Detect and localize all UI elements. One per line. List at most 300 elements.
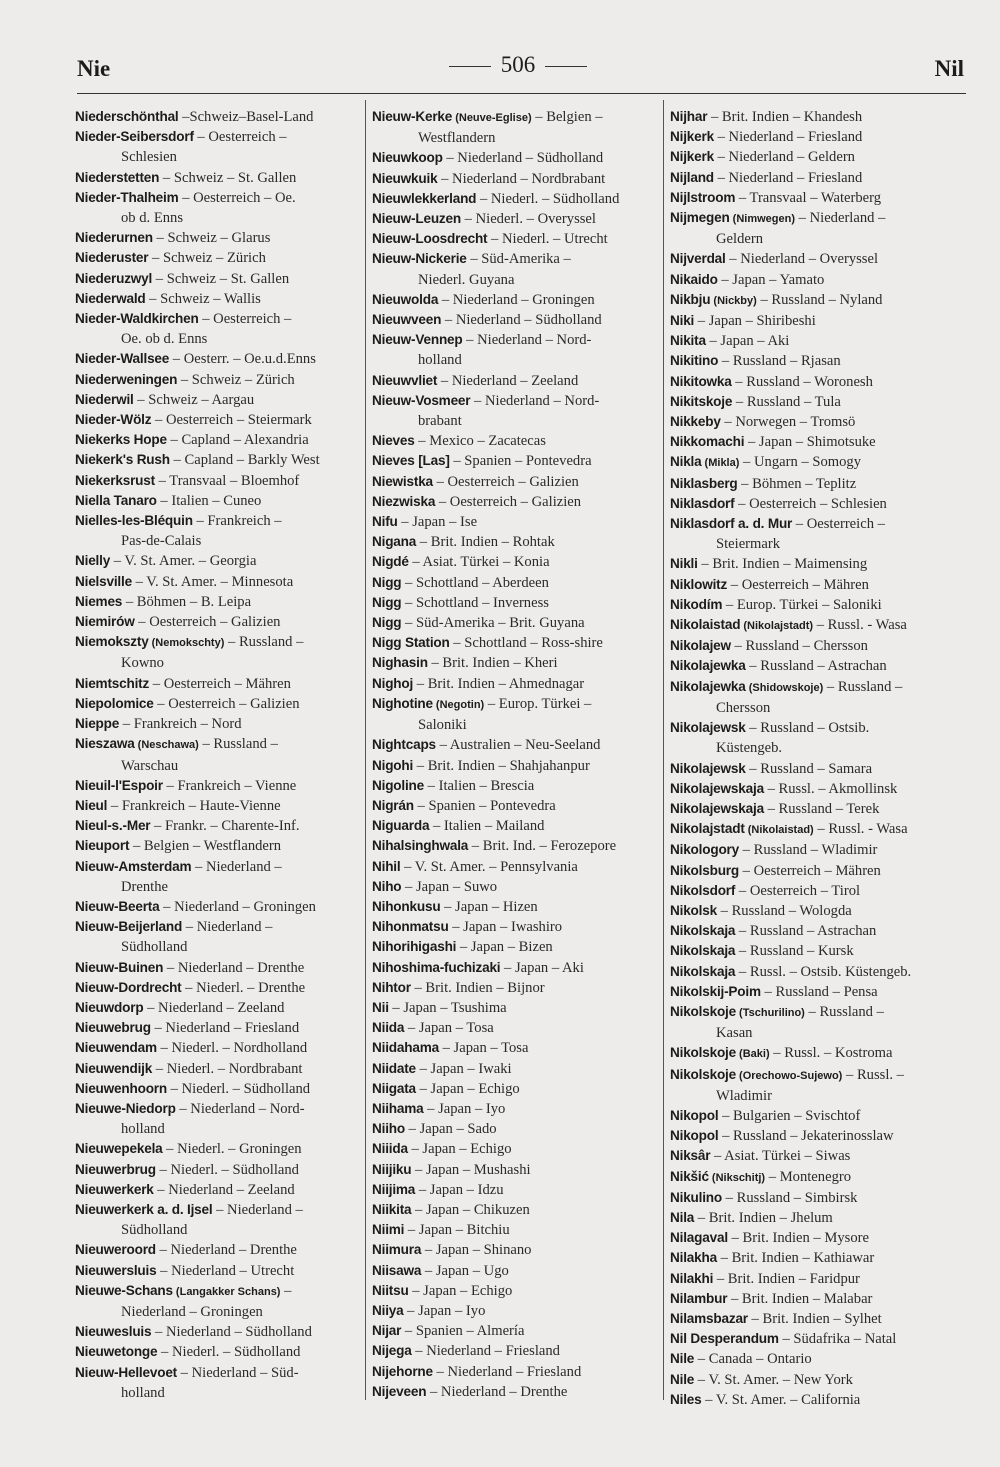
entry-headword: Niederuzwyl — [75, 270, 153, 286]
entry-continuation: Chersson — [716, 699, 771, 716]
entry-headword: Nihoshima-fuchizaki — [372, 959, 501, 975]
entry-headword: Nilakha — [670, 1250, 717, 1266]
entry-headword: Nightcaps — [372, 737, 436, 753]
entry-headword: Nijkerk — [670, 149, 714, 165]
entry-headword: Niiida — [372, 1141, 408, 1157]
entry-location: – Japan – Mushashi — [411, 1161, 531, 1178]
gazetteer-entry — [670, 1126, 966, 1146]
entry-alternate-name: (Nickby) — [710, 294, 757, 307]
entry-headword: Nieuw-Dordrecht — [75, 979, 182, 995]
entry-headword: Nieuwendam — [75, 1040, 157, 1056]
gazetteer-entry — [670, 372, 966, 392]
entry-location: – Niederl. – Groningen — [162, 1141, 302, 1158]
gazetteer-entry — [670, 1349, 966, 1369]
entry-location: – Niederland – Süd- — [177, 1364, 299, 1381]
entry-headword: Nihorihigashi — [372, 939, 457, 955]
entry-location: – Niederland – Südholland — [151, 1324, 312, 1341]
gazetteer-entry — [75, 958, 359, 978]
entry-headword: Nieuil-l'Espoir — [75, 777, 163, 793]
entry-headword: Nilagaval — [670, 1230, 728, 1246]
entry-headword: Nieuwendijk — [75, 1060, 153, 1076]
gazetteer-entry — [75, 1200, 359, 1220]
entry-location: – Japan – Tosa — [438, 1040, 529, 1057]
entry-location: – Russl. – Ostsib. Küstengeb. — [735, 963, 912, 980]
gazetteer-entry — [372, 816, 659, 836]
entry-headword: Nieder-Thalheim — [75, 189, 179, 205]
entry-headword: Nielly — [75, 553, 111, 569]
entry-headword: Nieves [Las] — [372, 453, 450, 469]
entry-headword: Niederschönthal — [75, 109, 179, 124]
entry-headword: Nikolajstadt — [670, 821, 745, 837]
entry-location: – Oesterreich – Mähren — [727, 576, 869, 593]
entry-headword: Nieuwetonge — [75, 1344, 158, 1360]
entry-location: – Japan – Echigo — [408, 1282, 513, 1299]
entry-location: – Schweiz – St. Gallen — [159, 169, 297, 186]
gazetteer-entry — [75, 228, 359, 248]
gazetteer-entry — [372, 735, 659, 755]
entry-headword: Nikopol — [670, 1128, 719, 1144]
entry-location: – Oesterr. – Oe.u.d.Enns — [169, 351, 316, 368]
entry-location: – Japan – Bizen — [456, 939, 553, 956]
entry-headword: Nikolskaja — [670, 963, 736, 979]
gazetteer-entry — [372, 613, 659, 633]
gazetteer-entry — [372, 107, 659, 128]
entry-headword: Nikolajewsk — [670, 760, 746, 776]
entry-alternate-name: (Nikolajstadt) — [740, 620, 814, 633]
entry-headword: Nieuwerkerk a. d. Ijsel — [75, 1201, 213, 1217]
entry-location: – Russland – Woronesh — [731, 373, 873, 390]
entry-headword: Niles — [670, 1391, 702, 1407]
entry-continuation: Schlesien — [121, 149, 177, 166]
entry-location: – Brit. Indien – Rohtak — [416, 534, 555, 551]
entry-location: – Russland – Chersson — [730, 638, 868, 655]
entry-location: – Frankreich – — [192, 513, 282, 530]
entry-location: – Niederland – Drenthe — [155, 1242, 297, 1259]
gazetteer-entry — [75, 816, 359, 836]
entry-location: – Japan – Shiribeshi — [694, 313, 816, 330]
entry-headword: Nilakhi — [670, 1270, 714, 1286]
entry-alternate-name: (Nemokschty) — [148, 637, 225, 650]
entry-continuation: Westflandern — [418, 130, 496, 147]
gazetteer-entry — [75, 917, 359, 937]
gazetteer-entry — [670, 901, 966, 921]
entry-location: – Mexico – Zacatecas — [414, 433, 546, 450]
gazetteer-entry — [75, 592, 359, 612]
gazetteer-entry — [75, 269, 359, 289]
entry-headword: Nieuweroord — [75, 1242, 156, 1258]
entry-location: – Niederland – Drenthe — [426, 1383, 568, 1400]
gazetteer-entry — [372, 1261, 659, 1281]
gazetteer-entry — [75, 674, 359, 694]
entry-headword: Niklowitz — [670, 576, 728, 592]
gazetteer-entry — [372, 857, 659, 877]
gazetteer-entry — [372, 1362, 659, 1382]
entry-headword: Niidahama — [372, 1040, 439, 1056]
entry-continuation: Steiermark — [716, 536, 781, 553]
entry-location: – Brit. Ind. – Ferozepore — [468, 838, 617, 855]
gazetteer-entry — [372, 249, 659, 269]
entry-headword: Nijega — [372, 1343, 412, 1359]
entry-headword: Niekerksrust — [75, 472, 155, 488]
entry-location: – Montenegro — [765, 1168, 852, 1185]
entry-location: – Niederland – Nordbrabant — [437, 170, 606, 187]
gazetteer-entry — [670, 351, 966, 371]
gazetteer-entry — [75, 390, 359, 410]
entry-location: – Niederl. – Drenthe — [181, 979, 306, 996]
entry-location: – Oesterreich – Galizien — [153, 695, 300, 712]
entry-location: – Schweiz – Wallis — [145, 290, 261, 307]
gazetteer-entry — [670, 474, 966, 494]
entry-location: – Niederland – — [795, 210, 886, 227]
entry-headword: Nieuw-Vennep — [372, 332, 463, 348]
gazetteer-entry — [75, 632, 359, 653]
gazetteer-entry — [670, 1146, 966, 1166]
entry-headword: Nieuwepekela — [75, 1141, 163, 1157]
gazetteer-entry — [670, 1106, 966, 1126]
entry-headword: Nieuw-Beerta — [75, 898, 160, 914]
entry-headword: Niemirów — [75, 614, 135, 630]
entry-headword: Nikolskaja — [670, 943, 736, 959]
entry-location: – Japan – Shimotsuke — [744, 434, 876, 451]
gazetteer-entry — [372, 148, 659, 168]
entry-continuation: Niederland – Groningen — [121, 1303, 263, 1320]
entry-location: – Russl. - Wasa — [813, 821, 908, 838]
entry-headword: Nieuw-Vosmeer — [372, 392, 471, 408]
gazetteer-entry — [372, 1220, 659, 1240]
gazetteer-entry — [75, 1038, 359, 1058]
gazetteer-entry — [372, 1018, 659, 1038]
entry-headword: Niiho — [372, 1121, 405, 1137]
gazetteer-entry — [670, 1167, 966, 1188]
gazetteer-entry — [372, 451, 659, 471]
entry-headword: Nieuwveen — [372, 312, 442, 328]
entry-headword: Nieuwe-Niedorp — [75, 1100, 176, 1116]
entry-headword: Niederuster — [75, 250, 149, 266]
entry-location: – Niederland – Südholland — [441, 312, 602, 329]
entry-location: – Brit. Indien – Malabar — [727, 1290, 873, 1307]
entry-headword: Nihonmatsu — [372, 919, 449, 935]
gazetteer-entry — [372, 674, 659, 694]
entry-location: – Brit. Indien – Khandesh — [707, 109, 863, 125]
entry-alternate-name: (Shidowskoje) — [745, 681, 824, 694]
entry-location: – Niederl. – Südholland — [167, 1080, 311, 1097]
entry-headword: Nifu — [372, 514, 398, 530]
gazetteer-entry — [75, 1160, 359, 1180]
entry-headword: Nieuwlekkerland — [372, 190, 477, 206]
entry-headword: Nile — [670, 1351, 695, 1367]
gazetteer-entry — [670, 412, 966, 432]
entry-headword: Nieuwerbrug — [75, 1161, 156, 1177]
gazetteer-entry — [372, 1139, 659, 1159]
entry-headword: Niguarda — [372, 818, 430, 834]
entry-location: – Japan – Aki — [500, 959, 584, 976]
entry-headword: Nikologory — [670, 842, 739, 858]
gazetteer-entry — [75, 714, 359, 734]
entry-location: – Niederland – Friesland — [713, 169, 863, 186]
entry-location: – Brit. Indien – Maimensing — [697, 556, 868, 573]
entry-location: – Japan – Ugo — [421, 1262, 509, 1279]
gazetteer-entry — [670, 1289, 966, 1309]
entry-headword: Nikolskoje — [670, 1003, 736, 1019]
entry-headword: Nieuport — [75, 838, 130, 854]
entry-location: – V. St. Amer. – Minnesota — [131, 573, 294, 590]
gazetteer-entry — [372, 937, 659, 957]
gazetteer-entry — [372, 1119, 659, 1139]
entry-location: – Japan – Iyo — [403, 1302, 486, 1319]
gazetteer-entry — [372, 836, 659, 856]
gazetteer-entry — [372, 330, 659, 350]
entry-location: – Brit. Indien – Ahmednagar — [413, 675, 585, 692]
entry-headword: Nil Desperandum — [670, 1331, 779, 1347]
entry-location: – Russland – Terek — [763, 800, 880, 817]
entry-headword: Nile — [670, 1371, 695, 1387]
entry-location: – Russland – Kursk — [735, 943, 854, 960]
entry-location: – Oesterreich – Mähren — [149, 675, 291, 692]
entry-headword: Niederweningen — [75, 371, 178, 387]
entry-location: –Schweiz–Basel-Land — [178, 109, 314, 125]
entry-location: – Europ. Türkei – — [484, 695, 592, 712]
gazetteer-entry — [670, 1043, 966, 1064]
entry-location: – Brit. Indien – Shahjahanpur — [413, 757, 590, 774]
gazetteer-entry — [75, 1099, 359, 1119]
entry-location: – Niederland – Friesland — [411, 1343, 560, 1360]
entry-headword: Nikulino — [670, 1189, 723, 1205]
entry-continuation: Wladimir — [716, 1087, 772, 1104]
gazetteer-entry — [670, 1370, 966, 1390]
entry-continuation: Kowno — [121, 655, 164, 672]
gazetteer-entry — [670, 208, 966, 229]
entry-location: – Niederland – — [191, 858, 282, 875]
gazetteer-entry — [75, 309, 359, 329]
gazetteer-entry — [75, 1240, 359, 1260]
entry-location: – Japan – Aki — [705, 333, 790, 350]
entry-headword: Nikkeby — [670, 414, 721, 430]
gazetteer-entry — [372, 1038, 659, 1058]
entry-headword: Nigg — [372, 574, 402, 590]
entry-location: – Brit. Indien – Mysore — [727, 1230, 869, 1247]
entry-location: – Niederland – Nord- — [462, 332, 592, 349]
gazetteer-entry — [670, 290, 966, 311]
entry-location: – Frankreich – Vienne — [162, 777, 297, 794]
entry-location: – Japan – Suwo — [401, 878, 498, 895]
gazetteer-entry — [372, 169, 659, 189]
entry-location: – Niederland – Groningen — [438, 291, 595, 308]
entry-location: – Niederland – Drenthe — [163, 959, 305, 976]
gazetteer-entry — [75, 1261, 359, 1281]
entry-alternate-name: (Orechowo-Sujewo) — [736, 1069, 843, 1082]
entry-continuation: brabant — [418, 413, 462, 430]
entry-headword: Niella Tanaro — [75, 492, 157, 508]
entry-headword: Nikodím — [670, 596, 723, 612]
entry-location: – Schweiz – Zürich — [177, 371, 295, 388]
entry-headword: Nikolskaja — [670, 923, 736, 939]
entry-continuation: Kasan — [716, 1025, 753, 1042]
entry-headword: Niida — [372, 1020, 405, 1036]
entry-headword: Nieuw-Nickerie — [372, 251, 467, 267]
gazetteer-entry — [372, 1200, 659, 1220]
entry-headword: Niijima — [372, 1181, 416, 1197]
entry-location: – — [280, 1282, 292, 1299]
entry-location: – Russland – — [804, 1003, 884, 1020]
entry-location: – Japan – Echigo — [415, 1080, 520, 1097]
gazetteer-entry — [372, 796, 659, 816]
entry-location: – Niederland – Friesland — [150, 1020, 300, 1037]
entry-continuation: Geldern — [716, 231, 764, 248]
entry-location: – Niederl. – Südholland — [157, 1344, 301, 1361]
entry-headword: Nijlstroom — [670, 189, 736, 205]
entry-headword: Nigdé — [372, 554, 409, 570]
entry-location: – Niederland – — [182, 919, 273, 936]
entry-headword: Nigg Station — [372, 635, 450, 651]
entry-headword: Nieuw-Hellevoet — [75, 1364, 177, 1380]
entry-headword: Nigg — [372, 594, 402, 610]
gazetteer-entry — [372, 310, 659, 330]
entry-location: – Brit. Indien – Bijnor — [410, 979, 545, 996]
entry-location: – Bulgarien – Svischtof — [718, 1107, 861, 1124]
gazetteer-entry — [75, 776, 359, 796]
gazetteer-entry — [75, 1322, 359, 1342]
entry-location: – Japan – Tosa — [404, 1020, 494, 1037]
gazetteer-entry — [670, 452, 966, 473]
entry-headword: Nijar — [372, 1323, 402, 1339]
entry-location: – Niederland – Zeeland — [437, 372, 579, 389]
entry-location: – Japan – Iwashiro — [448, 919, 563, 936]
gazetteer-entry — [75, 410, 359, 430]
entry-headword: Nijland — [670, 169, 714, 185]
entry-location: – Schweiz – St. Gallen — [152, 270, 290, 287]
gazetteer-entry — [75, 511, 359, 531]
entry-location: – Japan – Hizen — [440, 898, 538, 915]
page-number-block — [428, 52, 608, 78]
entry-location: – Niederl. – Overyssel — [461, 211, 596, 228]
entry-headword: Nikšić — [670, 1168, 709, 1184]
gazetteer-entry — [75, 248, 359, 268]
gazetteer-entry — [372, 897, 659, 917]
entry-location: – Japan – Yamato — [717, 271, 825, 288]
entry-location: – Japan – Iyo — [423, 1100, 506, 1117]
gazetteer-entry — [670, 1309, 966, 1329]
entry-location: – Japan – Idzu — [415, 1181, 504, 1198]
entry-location: – Brit. Indien – Faridpur — [713, 1270, 860, 1287]
entry-headword: Nilamsbazar — [670, 1310, 748, 1326]
entry-location: – Belgien – Westflandern — [129, 838, 282, 855]
gazetteer-entry — [372, 1321, 659, 1341]
entry-location: – V. St. Amer. – Pennsylvania — [400, 858, 578, 875]
entry-location: – Italien – Cuneo — [156, 492, 262, 509]
entry-location: – Japan – Tsushima — [388, 999, 507, 1016]
header-left-keyword: Nie — [77, 56, 111, 81]
entry-location: – Transvaal – Waterberg — [735, 189, 882, 206]
entry-continuation: Drenthe — [121, 878, 169, 895]
entry-headword: Nieuw-Beijerland — [75, 919, 183, 935]
gazetteer-entry — [372, 776, 659, 796]
gazetteer-entry — [75, 998, 359, 1018]
entry-headword: Niekerks Hope — [75, 432, 167, 448]
header-dash-left — [449, 66, 491, 67]
entry-headword: Nigrán — [372, 797, 414, 813]
entry-continuation: Saloniki — [418, 717, 467, 734]
entry-headword: Niitsu — [372, 1282, 409, 1298]
entry-location: – Niederland – Groningen — [159, 898, 316, 915]
gazetteer-entry — [670, 1329, 966, 1349]
gazetteer-entry — [670, 677, 966, 698]
entry-location: – Russl. - Wasa — [813, 617, 907, 634]
entry-location: – Schweiz – Glarus — [152, 230, 271, 247]
entry-headword: Nikbju — [670, 291, 711, 307]
entry-headword: Niemtschitz — [75, 675, 150, 691]
entry-headword: Niklasberg — [670, 475, 738, 491]
gazetteer-entry — [75, 551, 359, 571]
entry-alternate-name: (Negotin) — [432, 698, 485, 711]
entry-location: – Japan – Shinano — [421, 1242, 532, 1259]
entry-location: – Oesterreich – Mähren — [739, 862, 881, 879]
gazetteer-entry — [75, 1342, 359, 1362]
entry-headword: Nielles-les-Bléquin — [75, 513, 193, 529]
gazetteer-entry — [372, 1079, 659, 1099]
entry-headword: Nieuwvliet — [372, 372, 438, 388]
gazetteer-entry — [75, 1018, 359, 1038]
entry-headword: Nieul-s.-Mer — [75, 818, 151, 834]
gazetteer-entry — [670, 840, 966, 860]
entry-headword: Nieuwdorp — [75, 999, 144, 1015]
entry-headword: Nihalsinghwala — [372, 838, 469, 854]
entry-headword: Nighasin — [372, 655, 428, 671]
entry-alternate-name: (Nikschitj) — [708, 1171, 766, 1184]
entry-location: – Niederland – Utrecht — [156, 1262, 295, 1279]
gazetteer-entry — [670, 331, 966, 351]
gazetteer-entry — [75, 1180, 359, 1200]
entry-location: – Südafrika – Natal — [778, 1331, 897, 1348]
entry-location: – Asiat. Türkei – Konia — [408, 554, 550, 571]
entry-location: – Niederland – Friesland — [432, 1363, 582, 1380]
entry-location: – Russland – — [823, 678, 903, 695]
entry-headword: Nikkomachi — [670, 434, 745, 450]
entry-headword: Niklasdorf a. d. Mur — [670, 516, 793, 532]
entry-column-2 — [372, 107, 659, 1402]
entry-continuation: ob d. Enns — [121, 210, 184, 227]
gazetteer-entry — [372, 1099, 659, 1119]
entry-continuation: holland — [121, 1384, 165, 1401]
gazetteer-entry — [372, 532, 659, 552]
entry-location: – Australien – Neu-Seeland — [435, 737, 601, 754]
gazetteer-entry — [372, 1382, 659, 1402]
entry-location: – Oesterreich – Oe. — [178, 189, 296, 206]
entry-alternate-name: (Mikla) — [701, 457, 740, 470]
gazetteer-entry — [75, 349, 359, 369]
entry-location: – Italien – Brescia — [424, 777, 535, 794]
gazetteer-entry — [75, 612, 359, 632]
entry-headword: Niiya — [372, 1302, 404, 1318]
entry-location: – Schottland – Inverness — [401, 594, 549, 611]
gazetteer-entry — [372, 512, 659, 532]
entry-location: – Transvaal – Bloemhof — [154, 472, 300, 489]
gazetteer-entry — [372, 189, 659, 209]
entry-headword: Nikla — [670, 454, 702, 470]
gazetteer-entry — [75, 1363, 359, 1383]
gazetteer-entry — [372, 1281, 659, 1301]
entry-headword: Nikitowka — [670, 373, 732, 389]
entry-headword: Nigana — [372, 534, 417, 550]
gazetteer-entry — [75, 734, 359, 755]
gazetteer-entry — [670, 249, 966, 269]
entry-location: – Japan – Chikuzen — [411, 1201, 530, 1218]
gazetteer-entry — [372, 1160, 659, 1180]
entry-headword: Nieuwenhoorn — [75, 1080, 167, 1096]
entry-headword: Niho — [372, 878, 402, 894]
entry-column-3 — [670, 107, 966, 1410]
entry-headword: Nigg — [372, 615, 402, 631]
gazetteer-entry — [372, 593, 659, 613]
